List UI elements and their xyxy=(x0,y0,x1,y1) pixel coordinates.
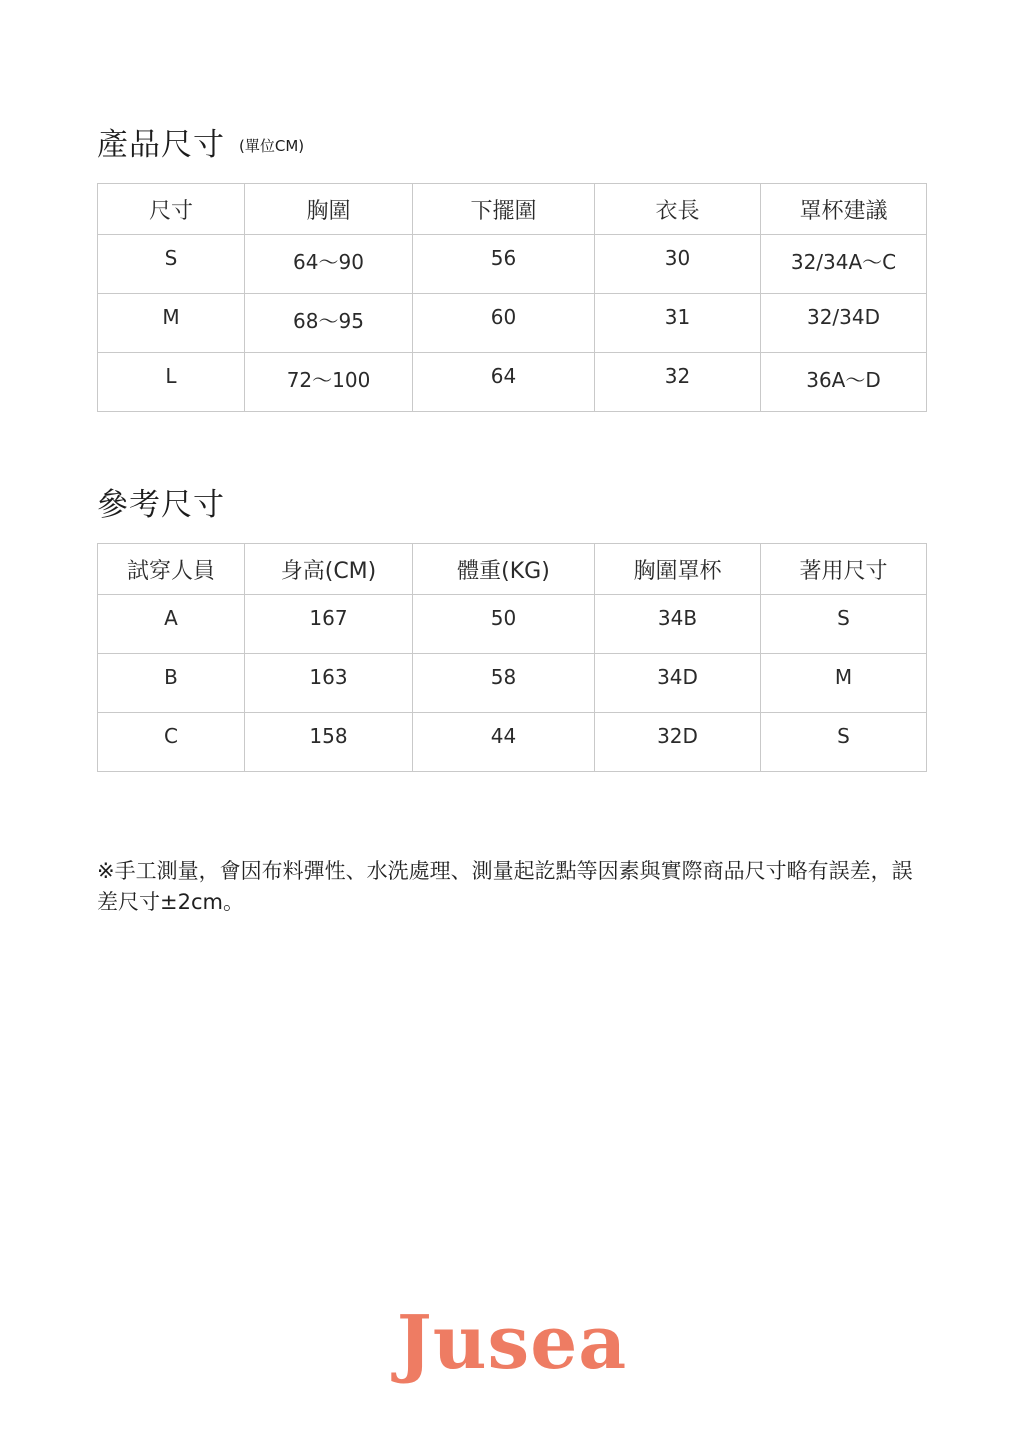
table-cell: A xyxy=(98,595,245,654)
header-cell: 尺寸 xyxy=(98,184,245,235)
table-cell: 56 xyxy=(413,235,595,294)
table-row xyxy=(98,235,927,294)
table-cell: 36A～D xyxy=(761,353,927,412)
table-cell: 158 xyxy=(245,713,413,772)
table-cell: 32/34D xyxy=(761,294,927,353)
brand-logo: Jusea xyxy=(396,1300,628,1386)
reference-size-title xyxy=(97,479,225,524)
header-cell: 體重(KG) xyxy=(413,544,595,595)
table-cell: B xyxy=(98,654,245,713)
table-cell: 68～95 xyxy=(245,294,413,353)
product-size-title xyxy=(97,119,304,164)
product-size-title-text: 產品尺寸 xyxy=(97,127,225,163)
table-header-row xyxy=(98,544,927,595)
table-cell: C xyxy=(98,713,245,772)
table-row xyxy=(98,713,927,772)
table-row xyxy=(98,654,927,713)
table-cell: 72～100 xyxy=(245,353,413,412)
table-cell: 163 xyxy=(245,654,413,713)
table-cell: S xyxy=(98,235,245,294)
header-cell: 胸圍罩杯 xyxy=(595,544,761,595)
header-cell: 下擺圍 xyxy=(413,184,595,235)
product-size-table xyxy=(97,183,927,412)
reference-size-title-text: 參考尺寸 xyxy=(97,487,225,523)
measurement-note: ※手工測量，會因布料彈性、水洗處理、測量起訖點等因素與實際商品尺寸略有誤差，誤差尺寸±2cm。 xyxy=(97,859,913,914)
table-header-row xyxy=(98,184,927,235)
table-cell: 32 xyxy=(595,353,761,412)
table-row xyxy=(98,595,927,654)
table-cell: 32D xyxy=(595,713,761,772)
unit-note: (單位CM) xyxy=(239,137,305,155)
table-cell: 60 xyxy=(413,294,595,353)
header-cell: 身高(CM) xyxy=(245,544,413,595)
table-cell: 64 xyxy=(413,353,595,412)
table-cell: L xyxy=(98,353,245,412)
header-cell: 衣長 xyxy=(595,184,761,235)
table-row xyxy=(98,294,927,353)
table-row xyxy=(98,353,927,412)
table-cell: S xyxy=(761,713,927,772)
header-cell: 罩杯建議 xyxy=(761,184,927,235)
table-cell: S xyxy=(761,595,927,654)
header-cell: 胸圍 xyxy=(245,184,413,235)
table-cell: 58 xyxy=(413,654,595,713)
table-cell: 64～90 xyxy=(245,235,413,294)
table-cell: 34D xyxy=(595,654,761,713)
table-cell: M xyxy=(761,654,927,713)
table-cell: 167 xyxy=(245,595,413,654)
table-cell: 34B xyxy=(595,595,761,654)
header-cell: 著用尺寸 xyxy=(761,544,927,595)
table-cell: 32/34A～C xyxy=(761,235,927,294)
table-cell: 50 xyxy=(413,595,595,654)
table-cell: 31 xyxy=(595,294,761,353)
header-cell: 試穿人員 xyxy=(98,544,245,595)
table-cell: 44 xyxy=(413,713,595,772)
reference-size-table xyxy=(97,543,927,772)
table-cell: M xyxy=(98,294,245,353)
table-cell: 30 xyxy=(595,235,761,294)
